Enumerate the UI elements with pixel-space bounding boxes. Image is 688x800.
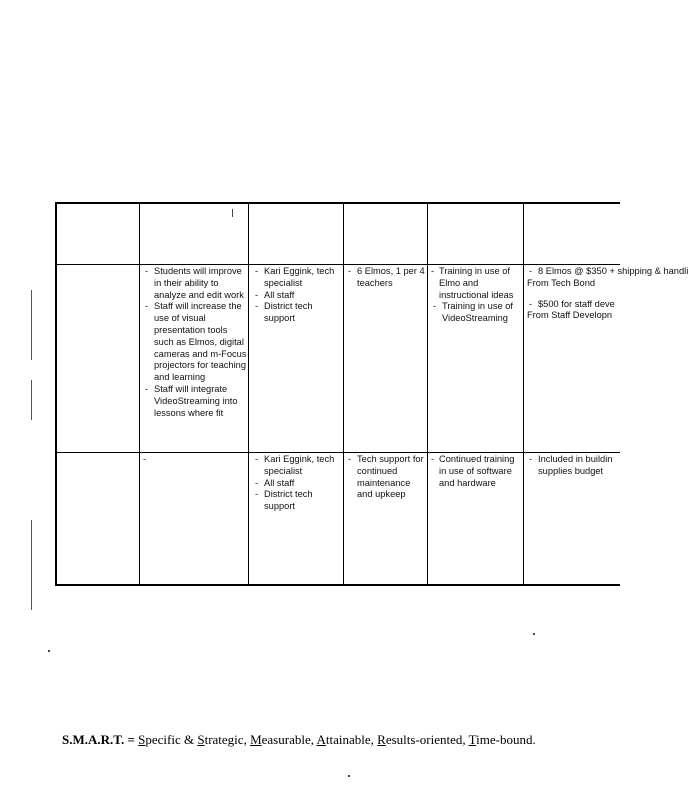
funding-source: From Tech Bond — [527, 277, 596, 288]
outcome-item: - Students will improve in their ability to analyze and edit work — [143, 266, 247, 301]
outcomes-cell — [143, 266, 247, 452]
people-item: - District tech support — [253, 301, 341, 325]
people-item: - Kari Eggink, tech specialist — [253, 454, 341, 478]
people-item: - Kari Eggink, tech specialist — [253, 266, 341, 290]
word-rest: easurable, — [261, 732, 317, 747]
smart-acronym: S.M.A.R.T. = — [62, 732, 139, 747]
letter-s: S — [138, 732, 146, 747]
funding-item: - 8 Elmos @ $350 + shipping & handli — [527, 266, 620, 278]
outcome-placeholder: - — [143, 454, 147, 464]
training-item: - Training in use of VideoStreaming — [431, 301, 521, 325]
margin-scan-mark — [31, 520, 32, 610]
action-plan-table — [55, 202, 688, 586]
table-header-row — [57, 204, 620, 265]
letter-s2: S — [197, 732, 205, 747]
funding-cell — [527, 266, 688, 322]
funding-source: From Staff Developn — [527, 310, 613, 321]
smart-definition — [62, 732, 602, 748]
training-item: - Continued training in use of software and hardware — [431, 454, 521, 489]
letter-t: T — [468, 732, 477, 747]
funding-item: - Included in buildin supplies budget — [527, 454, 620, 478]
letter-r: R — [377, 732, 386, 747]
training-cell — [431, 266, 521, 325]
scan-speck — [348, 775, 350, 777]
word-rest: ime-bound. — [476, 732, 536, 747]
word-rest: trategic, — [204, 732, 251, 747]
materials-cell — [346, 454, 426, 501]
people-item: - All staff — [253, 478, 341, 490]
outcome-item: - Staff will increase the use of visual presentation tools such as Elmos, digital cameras and m-Focus projectors for teaching and learning — [143, 301, 247, 384]
margin-scan-mark — [31, 290, 32, 360]
word-rest: ttainable, — [325, 732, 378, 747]
materials-item: - 6 Elmos, 1 per 4 teachers — [346, 266, 426, 290]
materials-item: - Tech support for continued maintenance and upkeep — [346, 454, 426, 501]
people-cell — [253, 266, 341, 325]
outcomes-cell — [143, 454, 243, 466]
word-rest: pecific & — [145, 732, 198, 747]
training-cell — [431, 454, 521, 489]
word-rest: esults-oriented, — [385, 732, 469, 747]
materials-cell — [346, 266, 426, 290]
scan-speck — [533, 633, 535, 635]
letter-a: A — [316, 732, 326, 747]
letter-m: M — [250, 732, 262, 747]
people-item: - All staff — [253, 290, 341, 302]
people-cell — [253, 454, 341, 513]
training-item: - Training in use of Elmo and instructional ideas — [431, 266, 521, 301]
funding-item: - $500 for staff deve — [527, 299, 620, 311]
people-item: - District tech support — [253, 489, 341, 513]
margin-scan-mark — [31, 380, 32, 420]
outcome-item: - Staff will integrate VideoStreaming into lessons where fit — [143, 384, 247, 419]
funding-cell — [527, 454, 620, 478]
scan-speck — [48, 650, 50, 652]
